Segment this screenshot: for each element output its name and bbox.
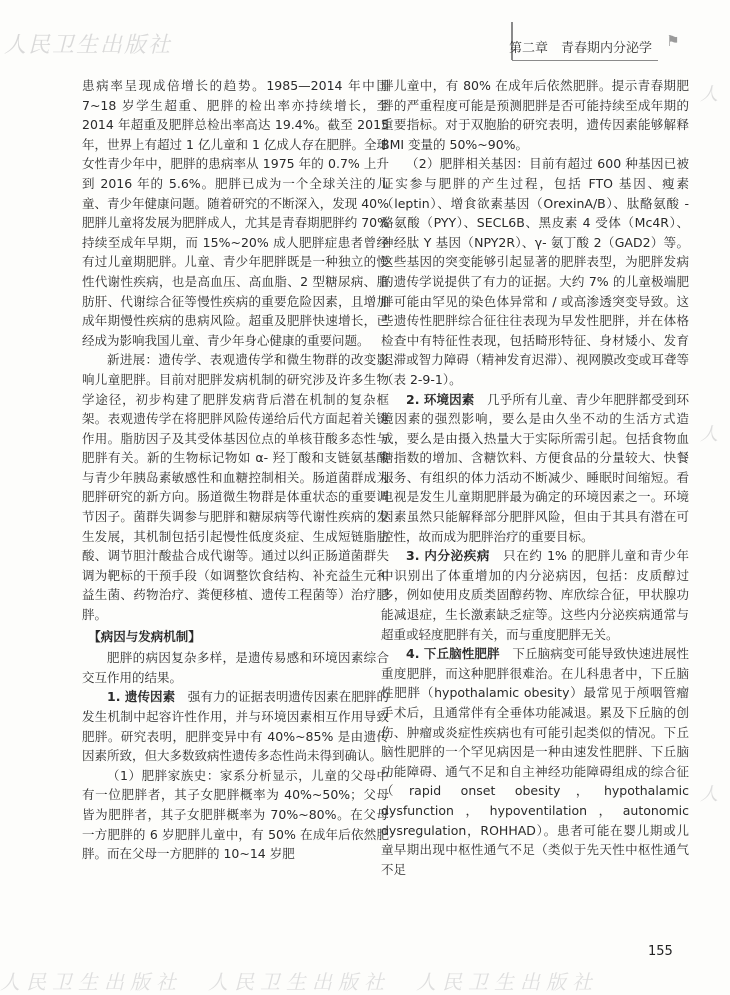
paragraph-body: 强有力的证据表明遗传因素在肥胖的发生机制中起容许性作用，并与环境因素相互作用导致肥胖。研究表明，肥胖变异中有 40%~85% 是由遗传因素所致，但大多数致病性遗传多态性尚未得到确认。 [82, 689, 389, 764]
side-watermark: 人 [700, 84, 718, 105]
right-column [381, 76, 689, 879]
chapter-title: 第二章 青春期内分泌学 [508, 41, 652, 56]
subheading: 2. 环境因素 [406, 391, 475, 407]
side-watermark: 人 [700, 784, 718, 805]
subheading: 1. 遗传因素 [107, 689, 176, 705]
section-heading: 【病因与发病机制】 [88, 628, 201, 644]
paragraph [381, 390, 689, 547]
paragraph-body: 几乎所有儿童、青少年肥胖都受到环境因素的强烈影响，要么是由久坐不动的生活方式造成，要么是由摄入热量大于实际所需引起。包括食物血糖指数的增加、含糖饮料、方便食品的分量较大、快餐服务、有组织的体力活动不断减少、睡眠时间缩短。看电视是发生儿童期肥胖最为确定的环境因素之一。环境因素虽然只能解释部分肥胖风险，但由于其具有潜在可控性，故而成为肥胖治疗的重要目标。 [381, 391, 689, 544]
subheading: 4. 下丘脑性肥胖 [406, 646, 500, 662]
subheading: 3. 内分泌疾病 [406, 548, 491, 564]
left-column [82, 76, 389, 864]
page-number: 155 [648, 944, 673, 959]
paragraph [381, 644, 689, 879]
side-watermark: 人 [700, 424, 718, 445]
paragraph: （2）肥胖相关基因：目前有超过 600 种基因已被证实参与肥胖的产生过程，包括 FTO 基因、瘦素（leptin）、增食欲素基因（OrexinA/B）、肽酪氨酸 - 酪氨酸（PYY）、SECL6B、黑皮素 4 受体（Mc4R）、神经肽 Y 基因（NPY2R）、γ- 氨丁酸 2（GAD2）等。这些基因的突变能够引起显著的肥胖表型，为肥胖发病的遗传学说提供了有力的证据。大约 7% 的儿童极端肥胖可能由罕见的染色体异常和 / 或高渗透突变导致。这些遗传性肥胖综合征往往表现为早发性肥胖，并在体格检查中有特征性表现，包括畸形特征、身材矮小、发育迟滞或智力障碍（精神发育迟滞）、视网膜改变或耳聋等（表 2-9-1）。 [381, 156, 689, 387]
page-header [0, 0, 730, 62]
publisher-watermark: 人民卫生出版社 [4, 33, 173, 58]
paragraph-body: 下丘脑病变可能导致快速进展性重度肥胖，而这种肥胖很难治。在儿科患者中，下丘脑性肥胖（hypothalamic obesity）最常见于颅咽管瘤手术后，且通常伴有全垂体功能减退。累及下丘脑的创伤、肿瘤或炎症性疾病也有可能引起类似的情况。下丘脑性肥胖的一个罕见病因是一种由速发性肥胖、下丘脑功能障碍、通气不足和自主神经功能障碍组成的综合征（rapid onset obesity，hypothalamic dysfunction，hypoventilation，autonomic dysregulation，ROHHAD）。患者可能在婴儿期或儿童早期出现中枢性通气不足（类似于先天性中枢性通气不足 [381, 646, 689, 877]
footer-watermark: 人民卫生出版社 人民卫生出版社 人民卫生出版社 [0, 970, 598, 994]
paragraph-body: 只在约 1% 的肥胖儿童和青少年中识别出了体重增加的内分泌病因，包括：皮质醇过多，例如使用皮质类固醇药物、库欣综合征，甲状腺功能减退症，生长激素缺乏症等。这些内分泌疾病通常与超重或轻度肥胖有关，而与重度肥胖无关。 [381, 548, 689, 642]
header-rule [512, 60, 658, 61]
paragraph [381, 546, 689, 644]
flag-icon: ⚑ [666, 32, 680, 50]
paragraph: 肥胖的病因复杂多样，是遗传易感和环境因素综合交互作用的结果。 [82, 650, 389, 685]
paragraph [82, 687, 389, 765]
paragraph: （1）肥胖家族史：家系分析显示，儿童的父母中有一位肥胖者，其子女肥胖概率为 40%~50%；父母皆为肥胖者，其子女肥胖概率为 70%~80%。在父母一方肥胖的 6 岁肥胖儿童中，有 50% 在成年后依然肥胖。而在父母一方肥胖的 10~14 岁肥 [82, 767, 389, 862]
paragraph: 患病率呈现成倍增长的趋势。1985—2014 年中国 7~18 岁学生超重、肥胖的检出率亦持续增长，至 2014 年超重及肥胖总检出率高达 19.4%。截至 2015 年，世界上有超过 1 亿儿童和 1 亿成人存在肥胖。全球女性青少年中，肥胖的患病率从 1975 年的 0.7% 上升到 2016 年的 5.6%。肥胖已成为一个全球关注的儿童、青少年健康问题。随着研究的不断深入，发现 40% 肥胖儿童将发展为肥胖成人，尤其是青春期肥胖约 70% 持续至成年早期，而 15%~20% 成人肥胖症患者曾经有过儿童期肥胖。儿童、青少年肥胖既是一种独立的慢性代谢性疾病，也是高血压、高血脂、2 型糖尿病、脂肪肝、代谢综合征等慢性疾病的重要危险因素，且增加成年期慢性疾病的患病风险。超重及肥胖快速增长，已经成为影响我国儿童、青少年身心健康的重要问题。 [82, 78, 389, 348]
paragraph: 胖儿童中，有 80% 在成年后依然肥胖。提示青春期肥胖的严重程度可能是预测肥胖是否可能持续至成年期的重要指标。对于双胞胎的研究表明，遗传因素能够解释 BMI 变量的 50%~90%。 [381, 78, 689, 152]
paragraph: 新进展：遗传学、表观遗传学和微生物群的改变影响儿童肥胖。目前对肥胖发病机制的研究涉及许多生物学途径，初步构建了肥胖发病背后潜在机制的复杂框架。表观遗传学在将肥胖风险传递给后代方面起着关键作用。脂肪因子及其受体基因位点的单核苷酸多态性与肥胖有关。新的生物标记物如 α- 羟丁酸和支链氨基酸与青少年胰岛素敏感性和血糖控制相关。肠道菌群成为肥胖研究的新方向。肠道微生物群是体重状态的重要调节因子。菌群失调参与肥胖和糖尿病等代谢性疾病的发生发展，其机制包括引起慢性低度炎症、生成短链脂肪酸、调节胆汁酸盐合成代谢等。通过以纠正肠道菌群失调为靶标的干预手段（如调整饮食结构、补充益生元和益生菌、药物治疗、粪便移植、遗传工程菌等）治疗肥胖。 [82, 352, 389, 623]
